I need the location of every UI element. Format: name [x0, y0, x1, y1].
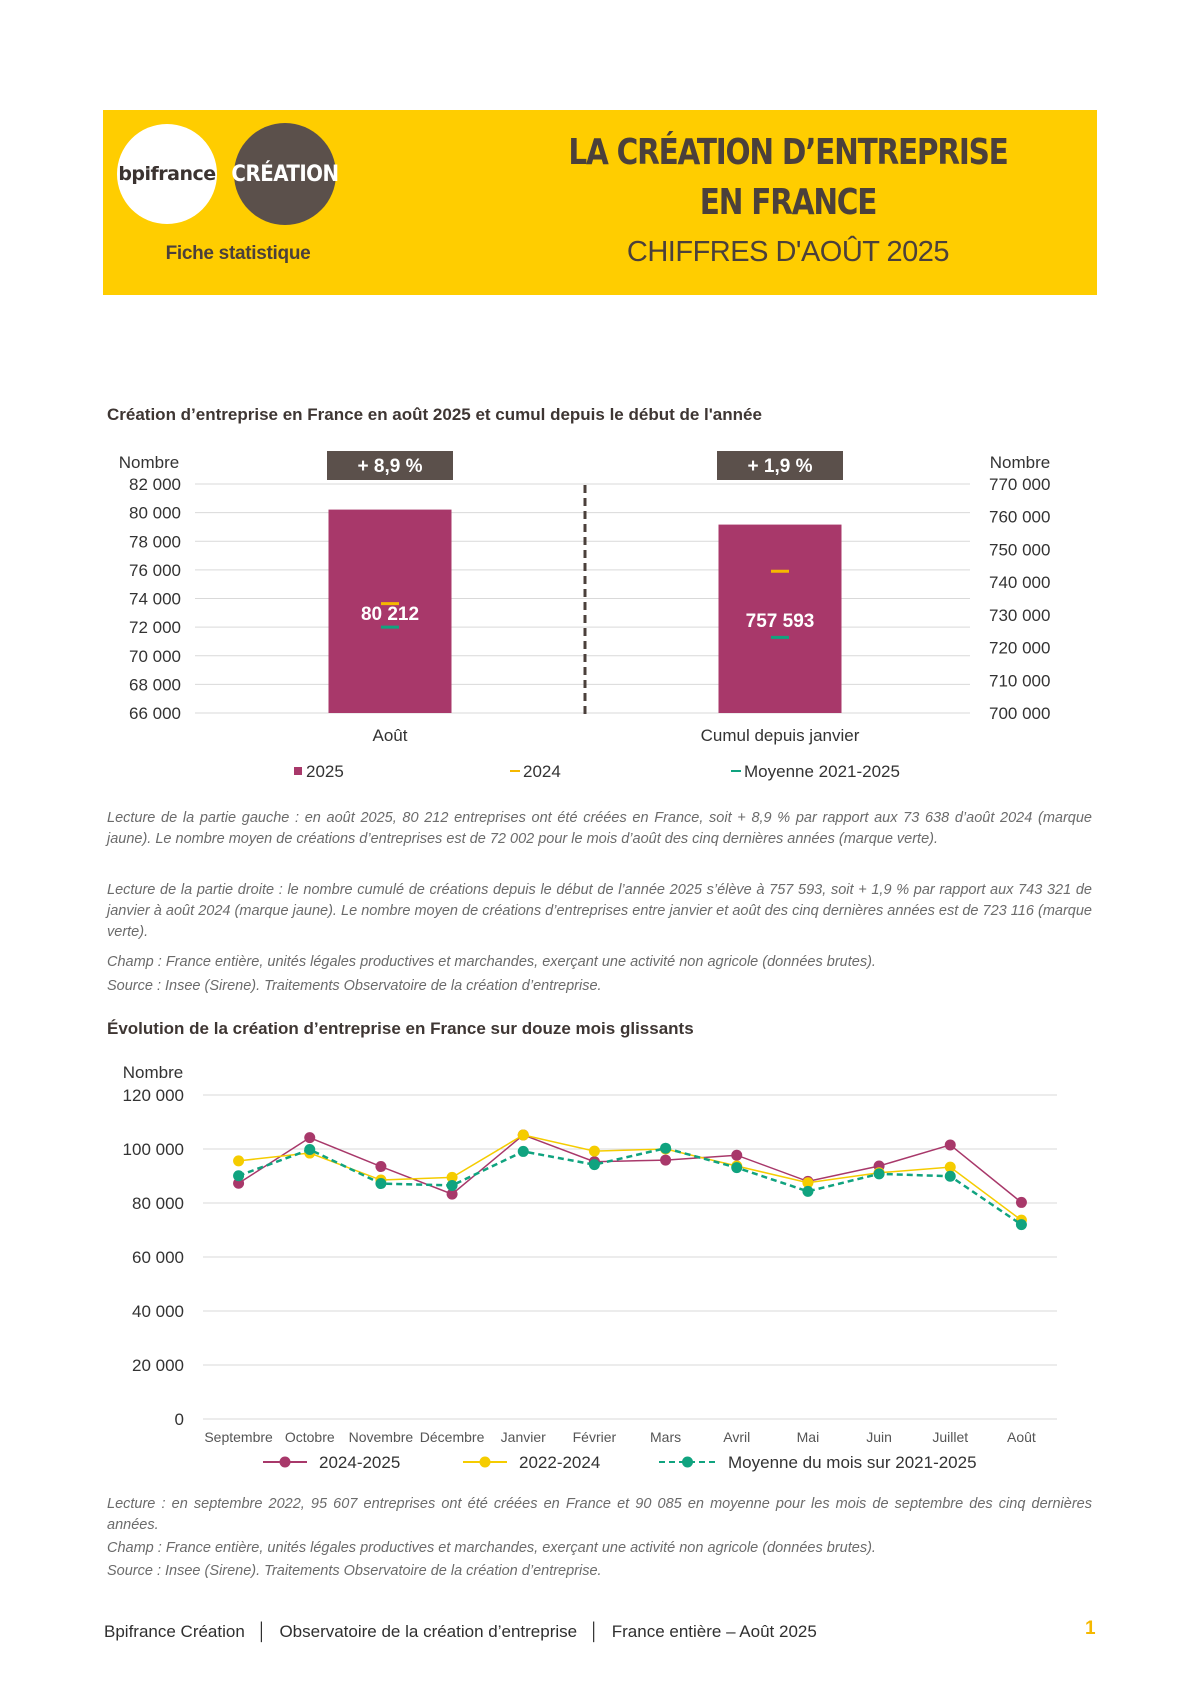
data-point: [731, 1150, 742, 1161]
bpifrance-logo-text: bpifrance: [118, 163, 216, 185]
footer-separator: │: [589, 1622, 600, 1641]
y-tick: 20 000: [132, 1356, 184, 1375]
y-tick-left: 68 000: [129, 675, 181, 695]
y-tick: 60 000: [132, 1248, 184, 1267]
header-banner: [103, 110, 1097, 295]
data-point: [304, 1144, 315, 1155]
legend-label: 2024-2025: [319, 1453, 401, 1472]
x-category-label: Janvier: [500, 1429, 546, 1445]
y-tick-left: 78 000: [129, 532, 181, 552]
data-point: [375, 1178, 386, 1189]
data-point: [447, 1180, 458, 1191]
note-paragraph: Source : Insee (Sirene). Traitements Observatoire de la création d’entreprise.: [107, 1563, 602, 1579]
change-badge-label: + 1,9 %: [747, 456, 813, 477]
data-point: [1016, 1219, 1027, 1230]
page-subtitle: CHIFFRES D'AOÛT 2025: [626, 236, 950, 268]
data-point: [731, 1162, 742, 1173]
y-tick-left: 74 000: [129, 589, 181, 609]
footer-brand: Bpifrance Création: [104, 1622, 245, 1641]
legend-marker: [682, 1457, 693, 1468]
legend-label-2025: 2025: [306, 762, 344, 781]
data-point: [802, 1186, 813, 1197]
data-point: [589, 1146, 600, 1157]
footer-scope: France entière – Août 2025: [611, 1622, 817, 1641]
legend-label: Moyenne du mois sur 2021-2025: [728, 1453, 977, 1472]
page-number: 1: [1085, 1618, 1096, 1639]
x-category-label: Mai: [796, 1429, 820, 1445]
footer-observatoire: Observatoire de la création d’entreprise: [279, 1622, 578, 1641]
change-badge-label: + 8,9 %: [357, 456, 423, 477]
note-paragraph: Champ : France entière, unités légales productives et marchandes, exerçant une activité non agricole (données brutes).: [107, 1540, 876, 1556]
y-tick: 100 000: [122, 1140, 184, 1159]
y-tick-left: 76 000: [129, 560, 181, 580]
x-category-label: Juillet: [932, 1429, 969, 1445]
y-tick-left: 82 000: [129, 475, 181, 494]
data-point: [518, 1129, 529, 1140]
creation-logo: [231, 123, 339, 225]
y-tick-left: 72 000: [129, 618, 181, 638]
data-point: [660, 1143, 671, 1154]
series-line: [239, 1135, 1022, 1202]
legend-label-2024: 2024: [523, 762, 561, 781]
legend-marker: [480, 1457, 491, 1468]
y-tick-left: 80 000: [129, 503, 181, 523]
chart1-bar-chart: [0, 440, 1190, 795]
data-point: [874, 1168, 885, 1179]
data-point: [375, 1161, 386, 1172]
x-category-label: Octobre: [284, 1429, 335, 1445]
bpifrance-logo: [117, 124, 217, 224]
y-tick: 120 000: [122, 1086, 184, 1105]
title-block: [463, 128, 1113, 269]
note-paragraph: Champ : France entière, unités légales productives et marchandes, exerçant une activité non agricole (données brutes).: [107, 954, 876, 970]
y-tick-right: 720 000: [989, 638, 1051, 658]
creation-logo-text: CRÉATION: [231, 161, 339, 187]
y-tick-right: 760 000: [989, 507, 1051, 527]
y-tick-right: 740 000: [989, 573, 1051, 593]
data-point: [945, 1139, 956, 1150]
legend-swatch-2025: [294, 767, 302, 775]
x-category-label: Septembre: [204, 1429, 273, 1445]
fiche-label: Fiche statistique: [165, 243, 311, 264]
y-tick-left: 66 000: [129, 704, 181, 723]
x-category-label: Novembre: [348, 1429, 414, 1445]
bar-value-label: 757 593: [745, 611, 815, 632]
legend-label: 2022-2024: [519, 1453, 601, 1472]
y-tick: 0: [174, 1410, 184, 1429]
data-point: [1016, 1197, 1027, 1208]
legend-label-average: Moyenne 2021-2025: [744, 762, 900, 781]
x-category-label: Cumul depuis janvier: [700, 726, 860, 745]
series-line: [239, 1135, 1022, 1220]
chart1-title: Création d’entreprise en France en août 2025 et cumul depuis le début de l'année: [107, 405, 762, 424]
y-tick-right: 750 000: [989, 540, 1051, 560]
x-category-label: Août: [1007, 1429, 1036, 1445]
x-category-label: Août: [372, 726, 408, 745]
y-axis-label-right: Nombre: [989, 453, 1051, 472]
y-axis-label-left: Nombre: [118, 453, 180, 472]
y-tick-right: 710 000: [989, 671, 1051, 691]
note-paragraph: Source : Insee (Sirene). Traitements Observatoire de la création d’entreprise.: [107, 978, 602, 994]
y-tick-right: 700 000: [989, 704, 1051, 723]
note-paragraph: Lecture : en septembre 2022, 95 607 entreprises ont été créées en France et 90 085 en moyenne pour les mois de septembre des cinq dernières années.: [107, 1496, 1092, 1533]
x-category-label: Mars: [650, 1429, 682, 1445]
x-category-label: Février: [572, 1429, 617, 1445]
data-point: [233, 1170, 244, 1181]
footer: [104, 1622, 817, 1642]
y-tick: 40 000: [132, 1302, 184, 1321]
y-tick-left: 70 000: [129, 646, 181, 666]
y-tick-right: 730 000: [989, 605, 1051, 625]
note-paragraph: Lecture de la partie droite : le nombre cumulé de créations depuis le début de l’année 2025 s’élève à 757 593, soit + 1,9 % par rapport aux 743 321 de janvier à août 2024 (marque jaune). Le nombre moyen de créations d’entreprises entre janvier et août des cinq dernières années est de 723 116 (marque verte).: [107, 882, 1092, 940]
series-line: [239, 1148, 1022, 1224]
footer-separator: │: [256, 1622, 268, 1641]
data-point: [660, 1155, 671, 1166]
data-point: [589, 1159, 600, 1170]
bar-value-label: 80 212: [360, 604, 420, 625]
x-category-label: Juin: [866, 1429, 892, 1445]
data-point: [945, 1171, 956, 1182]
page-title-line2: EN FRANCE: [699, 182, 877, 223]
y-tick-right: 770 000: [989, 475, 1051, 494]
page-title-line1: LA CRÉATION D’ENTREPRISE: [568, 132, 1008, 173]
y-tick: 80 000: [132, 1194, 184, 1213]
y-axis-label: Nombre: [122, 1063, 184, 1082]
note-paragraph: Lecture de la partie gauche : en août 2025, 80 212 entreprises ont été créées en France, soit + 8,9 % par rapport aux 73 638 d’août 2024 (marque jaune). Le nombre moyen de créations d’entreprises est de 72 002 pour le mois d’août des cinq dernières années (marque verte).: [107, 810, 1092, 847]
chart2-line-chart: [0, 1055, 1190, 1485]
legend-marker: [280, 1457, 291, 1468]
chart2-title: Évolution de la création d’entreprise en France sur douze mois glissants: [107, 1019, 694, 1038]
x-category-label: Avril: [723, 1429, 751, 1445]
x-category-label: Décembre: [419, 1429, 485, 1445]
data-point: [304, 1132, 315, 1143]
data-point: [233, 1155, 244, 1166]
data-point: [518, 1146, 529, 1157]
